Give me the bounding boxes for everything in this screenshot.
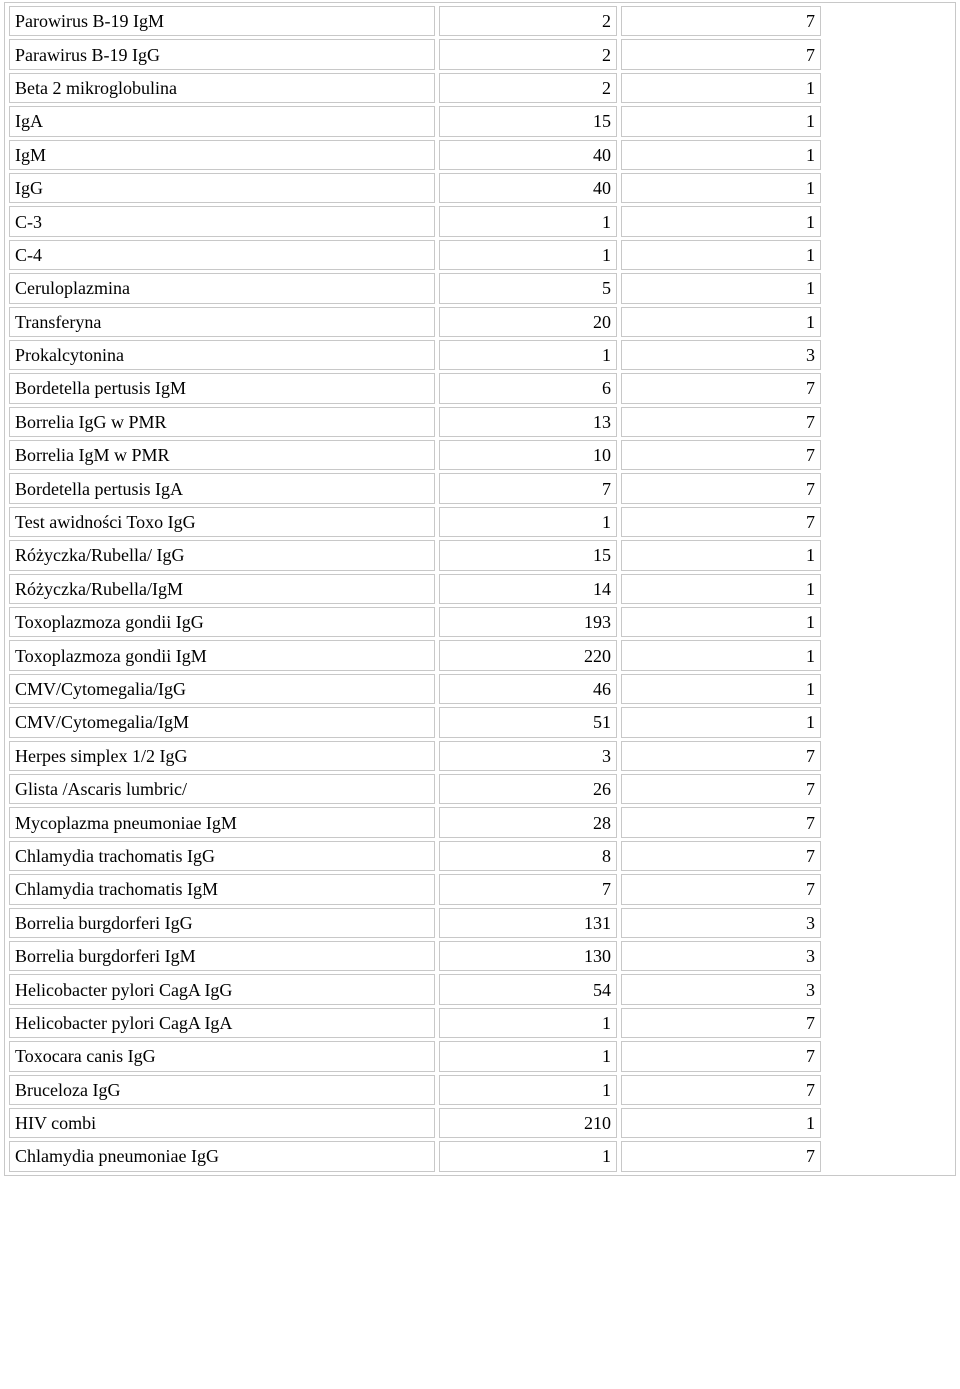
test-code-cell: 7: [621, 6, 821, 36]
test-code-cell: 7: [621, 473, 821, 503]
empty-cell: [825, 807, 951, 837]
test-name-cell: IgM: [9, 140, 435, 170]
empty-cell: [825, 73, 951, 103]
test-count-cell: 193: [439, 607, 617, 637]
empty-cell: [825, 507, 951, 537]
test-code-cell: 1: [621, 173, 821, 203]
test-name-cell: Beta 2 mikroglobulina: [9, 73, 435, 103]
table-row: [9, 340, 951, 370]
test-name-cell: Ceruloplazmina: [9, 273, 435, 303]
test-code-cell: 1: [621, 674, 821, 704]
test-count-cell: 1: [439, 1041, 617, 1071]
test-name-cell: Borrelia IgG w PMR: [9, 407, 435, 437]
test-name-cell: Parowirus B-19 IgM: [9, 6, 435, 36]
test-code-cell: 1: [621, 540, 821, 570]
test-code-cell: 1: [621, 140, 821, 170]
test-name-cell: Prokalcytonina: [9, 340, 435, 370]
empty-cell: [825, 1141, 951, 1171]
test-name-cell: CMV/Cytomegalia/IgM: [9, 707, 435, 737]
table-body: [9, 6, 951, 1172]
empty-cell: [825, 774, 951, 804]
test-name-cell: Bruceloza IgG: [9, 1075, 435, 1105]
test-count-cell: 40: [439, 140, 617, 170]
test-name-cell: Bordetella pertusis IgM: [9, 373, 435, 403]
table-row: [9, 974, 951, 1004]
table-row: [9, 540, 951, 570]
table-row: [9, 1075, 951, 1105]
table-row: [9, 1008, 951, 1038]
test-count-cell: 1: [439, 507, 617, 537]
test-count-cell: 1: [439, 1008, 617, 1038]
test-code-cell: 7: [621, 373, 821, 403]
empty-cell: [825, 540, 951, 570]
test-code-cell: 1: [621, 273, 821, 303]
test-name-cell: IgA: [9, 106, 435, 136]
empty-cell: [825, 674, 951, 704]
test-count-cell: 5: [439, 273, 617, 303]
table-row: [9, 741, 951, 771]
test-count-cell: 51: [439, 707, 617, 737]
empty-cell: [825, 273, 951, 303]
empty-cell: [825, 373, 951, 403]
test-name-cell: CMV/Cytomegalia/IgG: [9, 674, 435, 704]
test-code-cell: 3: [621, 941, 821, 971]
table-row: [9, 140, 951, 170]
table-row: [9, 774, 951, 804]
empty-cell: [825, 874, 951, 904]
table-row: [9, 507, 951, 537]
test-code-cell: 7: [621, 774, 821, 804]
empty-cell: [825, 574, 951, 604]
table-row: [9, 307, 951, 337]
test-name-cell: Toxoplazmoza gondii IgG: [9, 607, 435, 637]
test-count-cell: 2: [439, 73, 617, 103]
table-row: [9, 206, 951, 236]
test-count-cell: 1: [439, 1141, 617, 1171]
test-name-cell: IgG: [9, 173, 435, 203]
test-count-cell: 15: [439, 540, 617, 570]
empty-cell: [825, 741, 951, 771]
test-code-cell: 7: [621, 407, 821, 437]
test-name-cell: Borrelia burgdorferi IgM: [9, 941, 435, 971]
table-row: [9, 640, 951, 670]
test-code-cell: 7: [621, 1041, 821, 1071]
test-name-cell: Transferyna: [9, 307, 435, 337]
test-count-cell: 10: [439, 440, 617, 470]
test-count-cell: 20: [439, 307, 617, 337]
table-row: [9, 473, 951, 503]
test-code-cell: 7: [621, 440, 821, 470]
empty-cell: [825, 307, 951, 337]
test-count-cell: 7: [439, 473, 617, 503]
test-count-cell: 131: [439, 908, 617, 938]
table-row: [9, 240, 951, 270]
test-count-cell: 46: [439, 674, 617, 704]
table-row: [9, 39, 951, 69]
test-name-cell: C-4: [9, 240, 435, 270]
test-name-cell: Chlamydia trachomatis IgM: [9, 874, 435, 904]
test-name-cell: Borrelia IgM w PMR: [9, 440, 435, 470]
test-name-cell: Helicobacter pylori CagA IgA: [9, 1008, 435, 1038]
table-row: [9, 574, 951, 604]
test-code-cell: 1: [621, 640, 821, 670]
test-code-cell: 7: [621, 874, 821, 904]
empty-cell: [825, 206, 951, 236]
test-code-cell: 1: [621, 73, 821, 103]
empty-cell: [825, 908, 951, 938]
test-count-cell: 28: [439, 807, 617, 837]
test-count-cell: 1: [439, 1075, 617, 1105]
test-name-cell: Toxocara canis IgG: [9, 1041, 435, 1071]
empty-cell: [825, 106, 951, 136]
test-count-cell: 1: [439, 240, 617, 270]
test-count-cell: 1: [439, 340, 617, 370]
test-count-cell: 26: [439, 774, 617, 804]
empty-cell: [825, 173, 951, 203]
test-code-cell: 7: [621, 741, 821, 771]
test-count-cell: 130: [439, 941, 617, 971]
test-name-cell: HIV combi: [9, 1108, 435, 1138]
table-row: [9, 1141, 951, 1171]
empty-cell: [825, 1041, 951, 1071]
table-row: [9, 807, 951, 837]
test-code-cell: 1: [621, 307, 821, 337]
table-row: [9, 73, 951, 103]
test-name-cell: Toxoplazmoza gondii IgM: [9, 640, 435, 670]
test-count-cell: 8: [439, 841, 617, 871]
test-name-cell: Borrelia burgdorferi IgG: [9, 908, 435, 938]
test-code-cell: 7: [621, 39, 821, 69]
test-count-cell: 2: [439, 39, 617, 69]
table-row: [9, 106, 951, 136]
empty-cell: [825, 39, 951, 69]
table-row: [9, 173, 951, 203]
test-count-cell: 7: [439, 874, 617, 904]
test-count-cell: 14: [439, 574, 617, 604]
test-code-cell: 3: [621, 340, 821, 370]
test-name-cell: Test awidności Toxo IgG: [9, 507, 435, 537]
test-name-cell: Bordetella pertusis IgA: [9, 473, 435, 503]
test-name-cell: Różyczka/Rubella/ IgG: [9, 540, 435, 570]
test-code-cell: 7: [621, 1008, 821, 1038]
empty-cell: [825, 1075, 951, 1105]
test-count-cell: 2: [439, 6, 617, 36]
table-row: [9, 1041, 951, 1071]
test-name-cell: Różyczka/Rubella/IgM: [9, 574, 435, 604]
test-count-cell: 15: [439, 106, 617, 136]
test-count-cell: 54: [439, 974, 617, 1004]
empty-cell: [825, 240, 951, 270]
table-frame: [4, 2, 956, 1176]
table-row: [9, 908, 951, 938]
table-row: [9, 273, 951, 303]
test-code-cell: 1: [621, 240, 821, 270]
table-row: [9, 6, 951, 36]
test-count-cell: 6: [439, 373, 617, 403]
test-code-cell: 7: [621, 807, 821, 837]
test-code-cell: 1: [621, 206, 821, 236]
empty-cell: [825, 1008, 951, 1038]
tests-table: [5, 3, 955, 1175]
empty-cell: [825, 707, 951, 737]
empty-cell: [825, 140, 951, 170]
test-code-cell: 1: [621, 106, 821, 136]
test-code-cell: 7: [621, 1141, 821, 1171]
empty-cell: [825, 440, 951, 470]
test-name-cell: Herpes simplex 1/2 IgG: [9, 741, 435, 771]
test-code-cell: 7: [621, 507, 821, 537]
table-row: [9, 707, 951, 737]
table-row: [9, 440, 951, 470]
test-code-cell: 3: [621, 974, 821, 1004]
test-name-cell: Glista /Ascaris lumbric/: [9, 774, 435, 804]
test-code-cell: 1: [621, 607, 821, 637]
test-count-cell: 1: [439, 206, 617, 236]
test-code-cell: 1: [621, 1108, 821, 1138]
empty-cell: [825, 640, 951, 670]
table-row: [9, 607, 951, 637]
table-row: [9, 373, 951, 403]
empty-cell: [825, 607, 951, 637]
test-code-cell: 3: [621, 908, 821, 938]
table-row: [9, 941, 951, 971]
test-name-cell: Parawirus B-19 IgG: [9, 39, 435, 69]
test-count-cell: 210: [439, 1108, 617, 1138]
test-count-cell: 3: [439, 741, 617, 771]
empty-cell: [825, 841, 951, 871]
test-name-cell: C-3: [9, 206, 435, 236]
table-row: [9, 407, 951, 437]
test-count-cell: 13: [439, 407, 617, 437]
empty-cell: [825, 974, 951, 1004]
empty-cell: [825, 407, 951, 437]
empty-cell: [825, 941, 951, 971]
table-row: [9, 874, 951, 904]
empty-cell: [825, 1108, 951, 1138]
test-name-cell: Helicobacter pylori CagA IgG: [9, 974, 435, 1004]
table-row: [9, 841, 951, 871]
empty-cell: [825, 473, 951, 503]
test-code-cell: 1: [621, 574, 821, 604]
test-name-cell: Chlamydia trachomatis IgG: [9, 841, 435, 871]
test-count-cell: 40: [439, 173, 617, 203]
test-code-cell: 1: [621, 707, 821, 737]
test-code-cell: 7: [621, 841, 821, 871]
test-name-cell: Chlamydia pneumoniae IgG: [9, 1141, 435, 1171]
empty-cell: [825, 6, 951, 36]
table-row: [9, 1108, 951, 1138]
table-row: [9, 674, 951, 704]
test-name-cell: Mycoplazma pneumoniae IgM: [9, 807, 435, 837]
test-code-cell: 7: [621, 1075, 821, 1105]
empty-cell: [825, 340, 951, 370]
test-count-cell: 220: [439, 640, 617, 670]
